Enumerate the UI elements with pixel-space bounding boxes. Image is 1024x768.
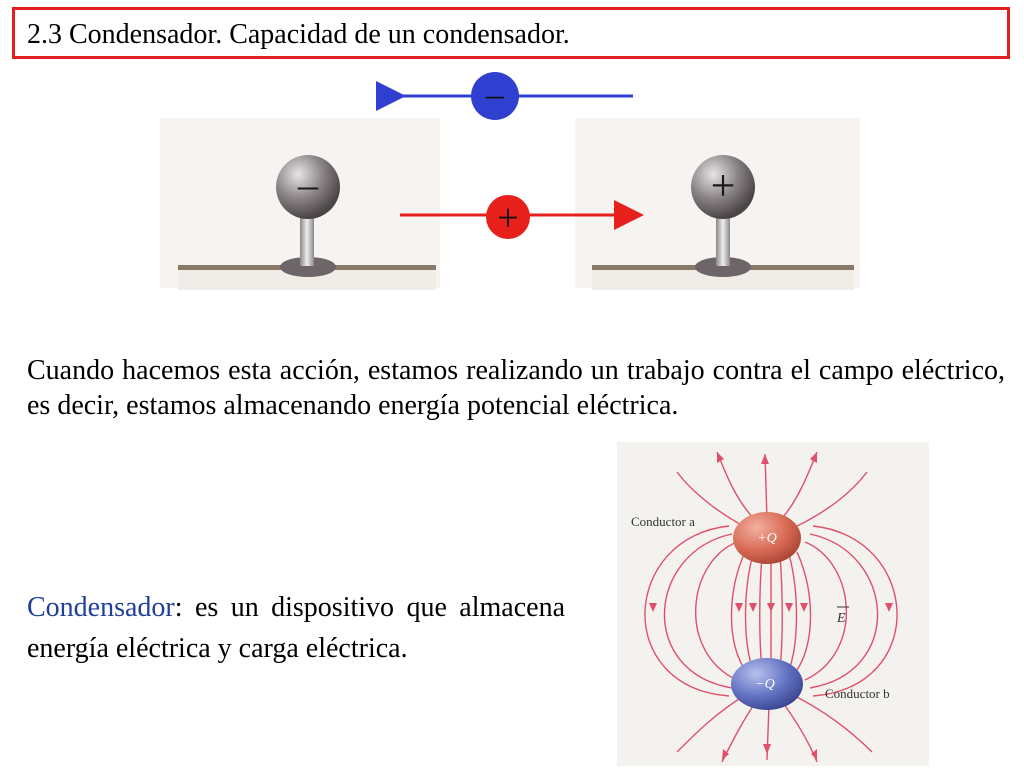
field-label: E [837, 611, 846, 626]
positive-charge-sign: + [497, 197, 519, 239]
negative-charge-arrow [400, 72, 633, 120]
conductor-b-label: Conductor b [825, 686, 890, 701]
right-sphere-sign: + [710, 161, 736, 210]
plus-q-label: +Q [757, 531, 777, 546]
left-sphere-stand [160, 118, 440, 290]
right-sphere-stand [575, 118, 860, 290]
charged-spheres-illustration [160, 70, 860, 320]
title-box [12, 7, 1010, 59]
slide-title: 2.3 Condensador. Capacidad de un condensador. [27, 19, 570, 50]
left-sphere-sign: – [298, 162, 318, 207]
conductor-a-label: Conductor a [631, 514, 695, 529]
definition-text: : es un dispositivo que almacena energía eléctrica y carga eléctrica. [27, 592, 565, 664]
negative-charge-sign: – [486, 74, 504, 114]
minus-q-label: −Q [755, 677, 775, 692]
definition-paragraph [27, 587, 565, 669]
explanation-paragraph: Cuando hacemos esta acción, estamos realizando un trabajo contra el campo eléctrico, es decir, estamos almacenando energía potencial eléctrica. [27, 355, 1005, 421]
definition-term: Condensador [27, 592, 175, 623]
electric-field-figure [617, 442, 929, 766]
